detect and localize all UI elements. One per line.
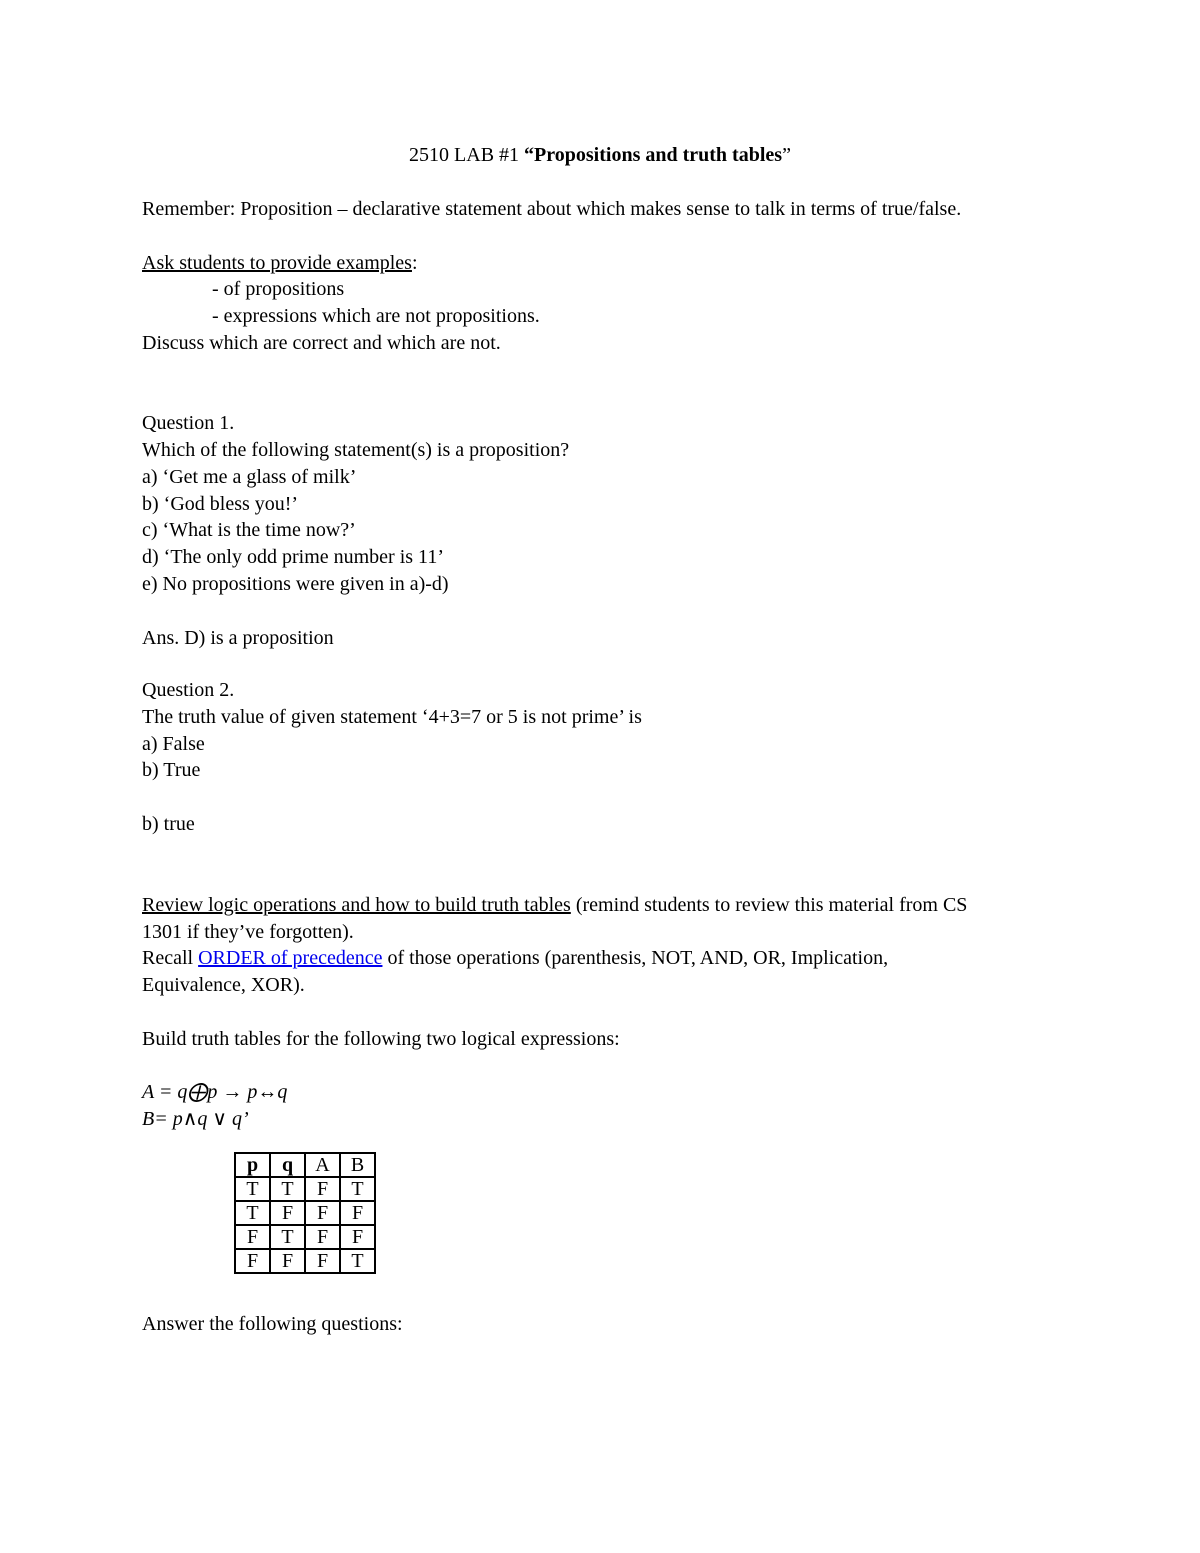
- question-1-answer: Ans. D) is a proposition: [142, 627, 334, 649]
- table-cell: T: [270, 1225, 305, 1249]
- truth-table-header-row: [235, 1153, 375, 1177]
- title-suffix: ”: [782, 144, 791, 166]
- review-line-1: [142, 893, 967, 917]
- discuss-text: Discuss which are correct and which are not.: [142, 332, 501, 354]
- table-cell: F: [305, 1177, 340, 1201]
- question-1-title: Question 1.: [142, 412, 235, 434]
- question-2-prompt: The truth value of given statement ‘4+3=7 or 5 is not prime’ is: [142, 706, 642, 728]
- table-cell: T: [235, 1201, 270, 1225]
- table-cell: F: [305, 1225, 340, 1249]
- recall-suffix: of those operations (parenthesis, NOT, AND, OR, Implication,: [382, 947, 889, 969]
- table-cell: T: [340, 1177, 375, 1201]
- table-cell: F: [235, 1225, 270, 1249]
- title-bold: “Propositions and truth tables: [524, 144, 783, 166]
- expression-b: B= p∧q ∨ q’: [142, 1108, 249, 1130]
- table-cell: F: [340, 1225, 375, 1249]
- page-title: [0, 143, 1200, 167]
- ask-item: - of propositions: [212, 278, 345, 300]
- table-cell: F: [305, 1201, 340, 1225]
- truth-table: [234, 1152, 376, 1274]
- header-b: B: [340, 1153, 375, 1177]
- table-cell: F: [340, 1201, 375, 1225]
- table-cell: F: [305, 1249, 340, 1273]
- question-1-prompt: Which of the following statement(s) is a proposition?: [142, 439, 570, 461]
- recall-prefix: Recall: [142, 947, 199, 969]
- remember-text: Remember: Proposition – declarative statement about which makes sense to talk in terms of true/false.: [142, 198, 962, 220]
- header-q: q: [270, 1153, 305, 1177]
- recall-line: [142, 946, 888, 970]
- question-1-option: a) ‘Get me a glass of milk’: [142, 466, 357, 488]
- question-1-option: c) ‘What is the time now?’: [142, 519, 356, 541]
- ask-item: - expressions which are not propositions.: [212, 305, 540, 327]
- title-prefix: 2510 LAB #1: [409, 144, 525, 166]
- table-cell: F: [235, 1249, 270, 1273]
- answer-following: Answer the following questions:: [142, 1313, 403, 1335]
- review-rest: (remind students to review this material from CS: [570, 894, 968, 916]
- build-instruction: Build truth tables for the following two logical expressions:: [142, 1028, 620, 1050]
- table-cell: F: [270, 1249, 305, 1273]
- header-p: p: [235, 1153, 270, 1177]
- table-cell: T: [235, 1177, 270, 1201]
- question-2-option: a) False: [142, 733, 205, 755]
- table-row: [235, 1225, 375, 1249]
- question-2-answer: b) true: [142, 813, 195, 835]
- table-row: [235, 1177, 375, 1201]
- review-underlined: Review logic operations and how to build truth tables: [142, 894, 571, 916]
- ask-label: Ask students to provide examples: [142, 252, 412, 274]
- ask-heading: [142, 251, 418, 275]
- header-a: A: [305, 1153, 340, 1177]
- question-1-option: b) ‘God bless you!’: [142, 493, 299, 515]
- table-row: [235, 1201, 375, 1225]
- review-line-4: Equivalence, XOR).: [142, 974, 305, 996]
- review-line-2: 1301 if they’ve forgotten).: [142, 921, 354, 943]
- table-cell: T: [270, 1177, 305, 1201]
- question-2-option: b) True: [142, 759, 201, 781]
- question-1-option: e) No propositions were given in a)-d): [142, 573, 449, 595]
- question-1-option: d) ‘The only odd prime number is 11’: [142, 546, 444, 568]
- table-cell: F: [270, 1201, 305, 1225]
- table-cell: T: [340, 1249, 375, 1273]
- question-2-title: Question 2.: [142, 679, 235, 701]
- expression-a: A = q⨁p → p↔q: [142, 1081, 288, 1103]
- ask-colon: :: [411, 252, 418, 274]
- table-row: [235, 1249, 375, 1273]
- order-of-precedence-link[interactable]: ORDER of precedence: [198, 947, 383, 969]
